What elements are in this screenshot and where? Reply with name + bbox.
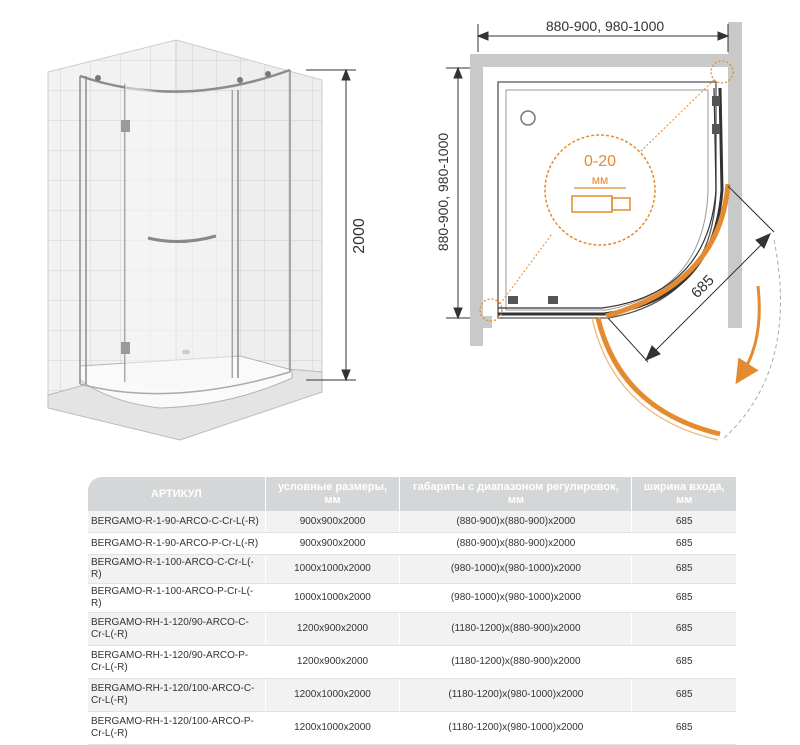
table-row: [88, 646, 736, 679]
cell-article: BERGAMO-RH-1-120/90-ARCO-P-Cr-L(-R): [88, 646, 265, 679]
col-article-header: АРТИКУЛ: [150, 487, 202, 500]
col-entry-header: ширина входа, мм: [632, 477, 736, 511]
adjustment-range-label: 0-20: [583, 153, 617, 170]
plan-wall-top: [470, 54, 742, 67]
door-swing-arrow: [742, 286, 759, 374]
depth-label: 880-900, 980-1000: [435, 132, 451, 252]
cell-nominal: 900x900x2000: [265, 533, 400, 555]
cell-nominal: 1200x900x2000: [265, 613, 400, 646]
cell-overall: (980-1000)x(980-1000)x2000: [400, 584, 632, 613]
cell-article: BERGAMO-R-1-90-ARCO-C-Cr-L(-R): [88, 511, 265, 533]
adjustment-detail-circle: [545, 135, 655, 245]
cell-overall: (1180-1200)x(980-1000)x2000: [400, 712, 632, 745]
cell-entry: 685: [632, 646, 736, 679]
cell-overall: (1180-1200)x(880-900)x2000: [400, 613, 632, 646]
table-row: [88, 511, 736, 533]
table-row: [88, 584, 736, 613]
adjustment-unit-label: мм: [591, 173, 609, 187]
door-panel-open-outline: [592, 318, 718, 440]
door-hinge-top: [121, 120, 130, 132]
cell-article: BERGAMO-R-1-90-ARCO-P-Cr-L(-R): [88, 533, 265, 555]
table-row: [88, 679, 736, 712]
entry-width-label: 685: [687, 271, 718, 302]
cell-entry: 685: [632, 679, 736, 712]
height-label: 2000: [351, 218, 368, 254]
cell-entry: 685: [632, 613, 736, 646]
cell-entry: 685: [632, 511, 736, 533]
cell-article: BERGAMO-RH-1-120/100-ARCO-P-Cr-L(-R): [88, 712, 265, 745]
door-hinge-bottom: [121, 342, 130, 354]
cell-entry: 685: [632, 555, 736, 584]
plan-fitting-4: [548, 296, 558, 304]
plan-fitting-1: [712, 96, 720, 106]
cell-nominal: 1200x1000x2000: [265, 712, 400, 745]
table-row: [88, 613, 736, 646]
cell-nominal: 1000x1000x2000: [265, 584, 400, 613]
width-label: 880-900, 980-1000: [545, 18, 665, 34]
plan-wall-left: [470, 54, 483, 346]
cell-entry: 685: [632, 584, 736, 613]
col-nominal-header: условные размеры, мм: [265, 477, 400, 511]
table-row: [88, 712, 736, 745]
table-row: [88, 533, 736, 555]
cell-article: BERGAMO-R-1-100-ARCO-P-Cr-L(-R): [88, 584, 265, 613]
table-header-row: [88, 477, 736, 511]
spec-table: [88, 477, 736, 745]
cell-nominal: 1000x1000x2000: [265, 555, 400, 584]
cell-article: BERGAMO-R-1-100-ARCO-C-Cr-L(-R): [88, 555, 265, 584]
plan-wall-bottom: [470, 316, 492, 328]
col-overall-header: габариты с диапазоном регулировок, мм: [400, 477, 632, 511]
cell-overall: (980-1000)x(980-1000)x2000: [400, 555, 632, 584]
cell-entry: 685: [632, 533, 736, 555]
rail-fitting-right: [265, 71, 271, 77]
plan-fitting-3: [508, 296, 518, 304]
cell-article: BERGAMO-RH-1-120/100-ARCO-C-Cr-L(-R): [88, 679, 265, 712]
plan-wall-right: [728, 22, 742, 328]
plan-fitting-2: [712, 124, 720, 134]
rail-fitting-left: [95, 75, 101, 81]
cell-entry: 685: [632, 712, 736, 745]
plan-view: [435, 18, 781, 440]
cell-article: BERGAMO-RH-1-120/90-ARCO-C-Cr-L(-R): [88, 613, 265, 646]
cell-nominal: 900x900x2000: [265, 511, 400, 533]
cell-nominal: 1200x1000x2000: [265, 679, 400, 712]
table-row: [88, 555, 736, 584]
shower-3d-view: [48, 40, 368, 440]
rail-fitting-mid: [237, 77, 243, 83]
plan-drain: [521, 111, 535, 125]
cell-overall: (1180-1200)x(880-900)x2000: [400, 646, 632, 679]
cell-overall: (880-900)x(880-900)x2000: [400, 511, 632, 533]
cell-overall: (1180-1200)x(980-1000)x2000: [400, 679, 632, 712]
cell-overall: (880-900)x(880-900)x2000: [400, 533, 632, 555]
cell-nominal: 1200x900x2000: [265, 646, 400, 679]
